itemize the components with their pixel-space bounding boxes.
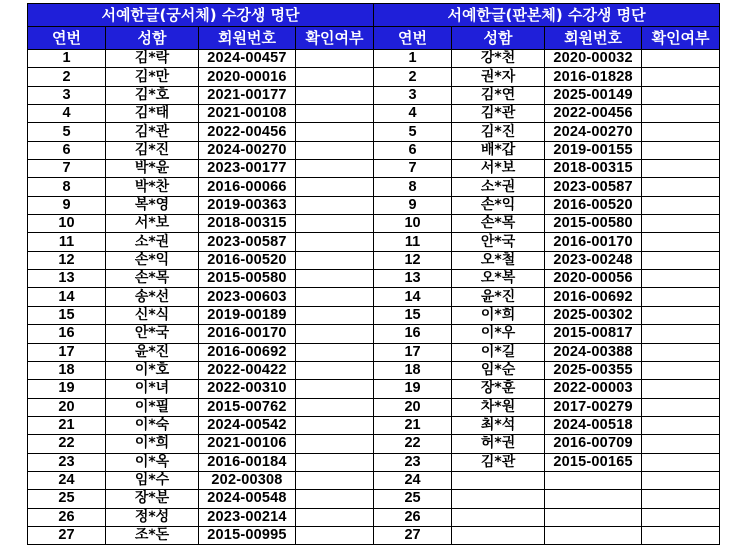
- right-confirm-cell: [642, 435, 720, 453]
- right-confirm-cell: [642, 50, 720, 68]
- left-row-number: 2: [28, 68, 106, 86]
- right-row-number: 26: [374, 508, 452, 526]
- right-row-number: 24: [374, 471, 452, 489]
- right-header-confirm: 확인여부: [642, 27, 720, 50]
- left-student-name: 송*선: [106, 288, 199, 306]
- right-confirm-cell: [642, 416, 720, 434]
- right-row-number: 17: [374, 343, 452, 361]
- right-student-name: [452, 490, 545, 508]
- table-row: [28, 398, 720, 416]
- right-row-number: 3: [374, 86, 452, 104]
- left-student-name: 김*관: [106, 123, 199, 141]
- left-student-name: 손*목: [106, 270, 199, 288]
- right-member-id: 2016-00520: [545, 196, 642, 214]
- left-confirm-cell: [296, 288, 374, 306]
- left-confirm-cell: [296, 490, 374, 508]
- left-confirm-cell: [296, 50, 374, 68]
- right-student-name: [452, 471, 545, 489]
- table-row: [28, 50, 720, 68]
- right-member-id: 2019-00155: [545, 141, 642, 159]
- left-row-number: 25: [28, 490, 106, 508]
- right-confirm-cell: [642, 490, 720, 508]
- left-student-name: 신*식: [106, 306, 199, 324]
- title-row: [28, 4, 720, 27]
- left-confirm-cell: [296, 160, 374, 178]
- left-row-number: 24: [28, 471, 106, 489]
- left-member-id: 2023-00603: [199, 288, 296, 306]
- left-confirm-cell: [296, 380, 374, 398]
- right-member-id: [545, 490, 642, 508]
- right-member-id: 2023-00587: [545, 178, 642, 196]
- right-header-member-id: 회원번호: [545, 27, 642, 50]
- left-student-name: 정*성: [106, 508, 199, 526]
- right-row-number: 14: [374, 288, 452, 306]
- table-row: [28, 68, 720, 86]
- right-student-name: 장*훈: [452, 380, 545, 398]
- right-title: 서예한글(판본체) 수강생 명단: [374, 4, 720, 27]
- left-student-name: 소*권: [106, 233, 199, 251]
- table-row: [28, 526, 720, 544]
- right-member-id: [545, 526, 642, 544]
- right-confirm-cell: [642, 178, 720, 196]
- left-member-id: 2021-00106: [199, 435, 296, 453]
- right-member-id: 2024-00518: [545, 416, 642, 434]
- left-header-number: 연번: [28, 27, 106, 50]
- left-row-number: 3: [28, 86, 106, 104]
- left-confirm-cell: [296, 508, 374, 526]
- left-row-number: 13: [28, 270, 106, 288]
- left-row-number: 27: [28, 526, 106, 544]
- left-member-id: 2020-00016: [199, 68, 296, 86]
- right-confirm-cell: [642, 251, 720, 269]
- right-row-number: 21: [374, 416, 452, 434]
- left-student-name: 이*숙: [106, 416, 199, 434]
- left-member-id: 2024-00457: [199, 50, 296, 68]
- left-row-number: 4: [28, 105, 106, 123]
- right-confirm-cell: [642, 123, 720, 141]
- right-confirm-cell: [642, 68, 720, 86]
- right-row-number: 11: [374, 233, 452, 251]
- right-header-name: 성함: [452, 27, 545, 50]
- left-row-number: 10: [28, 215, 106, 233]
- right-member-id: 2016-01828: [545, 68, 642, 86]
- table-row: [28, 196, 720, 214]
- left-student-name: 김*락: [106, 50, 199, 68]
- left-header-confirm: 확인여부: [296, 27, 374, 50]
- left-member-id: 202-00308: [199, 471, 296, 489]
- left-member-id: 2022-00456: [199, 123, 296, 141]
- left-member-id: 2024-00548: [199, 490, 296, 508]
- table-row: [28, 123, 720, 141]
- left-row-number: 21: [28, 416, 106, 434]
- left-row-number: 23: [28, 453, 106, 471]
- table-row: [28, 343, 720, 361]
- left-student-name: 조*돈: [106, 526, 199, 544]
- left-student-name: 김*태: [106, 105, 199, 123]
- right-student-name: 임*순: [452, 361, 545, 379]
- left-member-id: 2021-00177: [199, 86, 296, 104]
- right-row-number: 18: [374, 361, 452, 379]
- right-row-number: 23: [374, 453, 452, 471]
- left-student-name: 서*보: [106, 215, 199, 233]
- right-member-id: [545, 508, 642, 526]
- right-student-name: 손*익: [452, 196, 545, 214]
- right-member-id: 2016-00692: [545, 288, 642, 306]
- left-student-name: 윤*진: [106, 343, 199, 361]
- right-row-number: 12: [374, 251, 452, 269]
- left-row-number: 6: [28, 141, 106, 159]
- right-row-number: 4: [374, 105, 452, 123]
- right-row-number: 6: [374, 141, 452, 159]
- right-member-id: 2020-00032: [545, 50, 642, 68]
- table-row: [28, 105, 720, 123]
- left-confirm-cell: [296, 123, 374, 141]
- left-row-number: 8: [28, 178, 106, 196]
- table-row: [28, 251, 720, 269]
- table-row: [28, 86, 720, 104]
- left-student-name: 이*희: [106, 435, 199, 453]
- right-member-id: 2023-00248: [545, 251, 642, 269]
- table-row: [28, 288, 720, 306]
- left-row-number: 7: [28, 160, 106, 178]
- left-row-number: 20: [28, 398, 106, 416]
- right-confirm-cell: [642, 380, 720, 398]
- table-row: [28, 435, 720, 453]
- right-confirm-cell: [642, 86, 720, 104]
- left-student-name: 장*분: [106, 490, 199, 508]
- left-confirm-cell: [296, 453, 374, 471]
- left-row-number: 26: [28, 508, 106, 526]
- right-member-id: 2024-00270: [545, 123, 642, 141]
- left-member-id: 2023-00214: [199, 508, 296, 526]
- right-confirm-cell: [642, 526, 720, 544]
- left-student-name: 이*호: [106, 361, 199, 379]
- right-confirm-cell: [642, 215, 720, 233]
- right-student-name: 이*희: [452, 306, 545, 324]
- left-confirm-cell: [296, 435, 374, 453]
- right-row-number: 13: [374, 270, 452, 288]
- left-member-id: 2021-00108: [199, 105, 296, 123]
- left-member-id: 2016-00692: [199, 343, 296, 361]
- left-confirm-cell: [296, 141, 374, 159]
- right-confirm-cell: [642, 508, 720, 526]
- right-student-name: 서*보: [452, 160, 545, 178]
- left-confirm-cell: [296, 471, 374, 489]
- left-member-id: 2018-00315: [199, 215, 296, 233]
- right-row-number: 9: [374, 196, 452, 214]
- left-member-id: 2016-00170: [199, 325, 296, 343]
- right-confirm-cell: [642, 196, 720, 214]
- right-row-number: 22: [374, 435, 452, 453]
- left-row-number: 15: [28, 306, 106, 324]
- right-student-name: 강*천: [452, 50, 545, 68]
- left-header-member-id: 회원번호: [199, 27, 296, 50]
- left-member-id: 2016-00066: [199, 178, 296, 196]
- left-confirm-cell: [296, 325, 374, 343]
- right-row-number: 1: [374, 50, 452, 68]
- table-row: [28, 215, 720, 233]
- left-row-number: 22: [28, 435, 106, 453]
- right-confirm-cell: [642, 270, 720, 288]
- left-confirm-cell: [296, 105, 374, 123]
- right-member-id: 2022-00003: [545, 380, 642, 398]
- table-row: [28, 471, 720, 489]
- left-confirm-cell: [296, 233, 374, 251]
- table-row: [28, 141, 720, 159]
- right-student-name: 허*권: [452, 435, 545, 453]
- right-member-id: 2018-00315: [545, 160, 642, 178]
- right-student-name: 김*진: [452, 123, 545, 141]
- left-member-id: 2015-00762: [199, 398, 296, 416]
- right-confirm-cell: [642, 233, 720, 251]
- right-member-id: 2020-00056: [545, 270, 642, 288]
- left-row-number: 19: [28, 380, 106, 398]
- right-confirm-cell: [642, 471, 720, 489]
- left-member-id: 2016-00520: [199, 251, 296, 269]
- left-confirm-cell: [296, 526, 374, 544]
- right-student-name: 최*석: [452, 416, 545, 434]
- right-confirm-cell: [642, 288, 720, 306]
- left-confirm-cell: [296, 251, 374, 269]
- left-header-name: 성함: [106, 27, 199, 50]
- table-row: [28, 453, 720, 471]
- left-member-id: 2024-00270: [199, 141, 296, 159]
- right-member-id: [545, 471, 642, 489]
- right-member-id: 2015-00165: [545, 453, 642, 471]
- right-row-number: 19: [374, 380, 452, 398]
- left-row-number: 9: [28, 196, 106, 214]
- right-confirm-cell: [642, 105, 720, 123]
- table-row: [28, 361, 720, 379]
- table-row: [28, 416, 720, 434]
- left-student-name: 이*옥: [106, 453, 199, 471]
- right-student-name: 이*우: [452, 325, 545, 343]
- left-confirm-cell: [296, 68, 374, 86]
- right-student-name: 권*자: [452, 68, 545, 86]
- right-row-number: 20: [374, 398, 452, 416]
- right-confirm-cell: [642, 343, 720, 361]
- right-row-number: 7: [374, 160, 452, 178]
- table-row: [28, 178, 720, 196]
- right-student-name: [452, 526, 545, 544]
- left-row-number: 18: [28, 361, 106, 379]
- left-student-name: 김*진: [106, 141, 199, 159]
- right-student-name: 오*철: [452, 251, 545, 269]
- left-confirm-cell: [296, 306, 374, 324]
- left-member-id: 2023-00587: [199, 233, 296, 251]
- right-member-id: 2022-00456: [545, 105, 642, 123]
- table-row: [28, 160, 720, 178]
- table-row: [28, 380, 720, 398]
- left-student-name: 복*영: [106, 196, 199, 214]
- left-student-name: 김*호: [106, 86, 199, 104]
- left-confirm-cell: [296, 398, 374, 416]
- right-confirm-cell: [642, 398, 720, 416]
- left-member-id: 2019-00363: [199, 196, 296, 214]
- left-member-id: 2023-00177: [199, 160, 296, 178]
- table-row: [28, 306, 720, 324]
- left-member-id: 2024-00542: [199, 416, 296, 434]
- right-member-id: 2025-00149: [545, 86, 642, 104]
- right-confirm-cell: [642, 160, 720, 178]
- table-row: [28, 270, 720, 288]
- left-member-id: 2019-00189: [199, 306, 296, 324]
- right-confirm-cell: [642, 453, 720, 471]
- left-confirm-cell: [296, 270, 374, 288]
- left-student-name: 손*익: [106, 251, 199, 269]
- right-confirm-cell: [642, 325, 720, 343]
- left-student-name: 이*필: [106, 398, 199, 416]
- right-member-id: 2015-00580: [545, 215, 642, 233]
- left-student-name: 임*수: [106, 471, 199, 489]
- left-row-number: 14: [28, 288, 106, 306]
- right-header-number: 연번: [374, 27, 452, 50]
- left-member-id: 2016-00184: [199, 453, 296, 471]
- right-student-name: 오*복: [452, 270, 545, 288]
- column-header-row: [28, 27, 720, 50]
- left-row-number: 5: [28, 123, 106, 141]
- right-row-number: 2: [374, 68, 452, 86]
- table-row: [28, 490, 720, 508]
- left-confirm-cell: [296, 361, 374, 379]
- left-confirm-cell: [296, 343, 374, 361]
- left-row-number: 17: [28, 343, 106, 361]
- right-student-name: [452, 508, 545, 526]
- roster-body: [28, 50, 720, 545]
- table-row: [28, 233, 720, 251]
- right-confirm-cell: [642, 361, 720, 379]
- left-confirm-cell: [296, 178, 374, 196]
- right-student-name: 소*권: [452, 178, 545, 196]
- left-title: 서예한글(궁서체) 수강생 명단: [28, 4, 374, 27]
- right-member-id: 2024-00388: [545, 343, 642, 361]
- right-student-name: 윤*진: [452, 288, 545, 306]
- left-row-number: 11: [28, 233, 106, 251]
- right-confirm-cell: [642, 306, 720, 324]
- left-row-number: 16: [28, 325, 106, 343]
- right-student-name: 김*관: [452, 453, 545, 471]
- right-member-id: 2025-00302: [545, 306, 642, 324]
- right-row-number: 27: [374, 526, 452, 544]
- roster-sheet: [27, 3, 719, 545]
- left-row-number: 1: [28, 50, 106, 68]
- right-member-id: 2015-00817: [545, 325, 642, 343]
- right-member-id: 2017-00279: [545, 398, 642, 416]
- right-row-number: 16: [374, 325, 452, 343]
- left-confirm-cell: [296, 86, 374, 104]
- table-row: [28, 508, 720, 526]
- left-student-name: 김*만: [106, 68, 199, 86]
- left-member-id: 2015-00580: [199, 270, 296, 288]
- right-row-number: 15: [374, 306, 452, 324]
- right-student-name: 손*목: [452, 215, 545, 233]
- right-member-id: 2025-00355: [545, 361, 642, 379]
- left-student-name: 안*국: [106, 325, 199, 343]
- right-student-name: 차*원: [452, 398, 545, 416]
- left-confirm-cell: [296, 416, 374, 434]
- left-student-name: 박*찬: [106, 178, 199, 196]
- right-row-number: 10: [374, 215, 452, 233]
- left-student-name: 이*녀: [106, 380, 199, 398]
- right-member-id: 2016-00170: [545, 233, 642, 251]
- right-row-number: 5: [374, 123, 452, 141]
- roster-table: [27, 3, 720, 545]
- right-confirm-cell: [642, 141, 720, 159]
- right-row-number: 25: [374, 490, 452, 508]
- right-student-name: 김*관: [452, 105, 545, 123]
- left-confirm-cell: [296, 215, 374, 233]
- right-student-name: 배*갑: [452, 141, 545, 159]
- left-student-name: 박*윤: [106, 160, 199, 178]
- left-member-id: 2022-00310: [199, 380, 296, 398]
- left-member-id: 2015-00995: [199, 526, 296, 544]
- table-row: [28, 325, 720, 343]
- left-row-number: 12: [28, 251, 106, 269]
- right-row-number: 8: [374, 178, 452, 196]
- left-member-id: 2022-00422: [199, 361, 296, 379]
- right-student-name: 김*연: [452, 86, 545, 104]
- left-confirm-cell: [296, 196, 374, 214]
- right-student-name: 안*국: [452, 233, 545, 251]
- right-member-id: 2016-00709: [545, 435, 642, 453]
- right-student-name: 이*길: [452, 343, 545, 361]
